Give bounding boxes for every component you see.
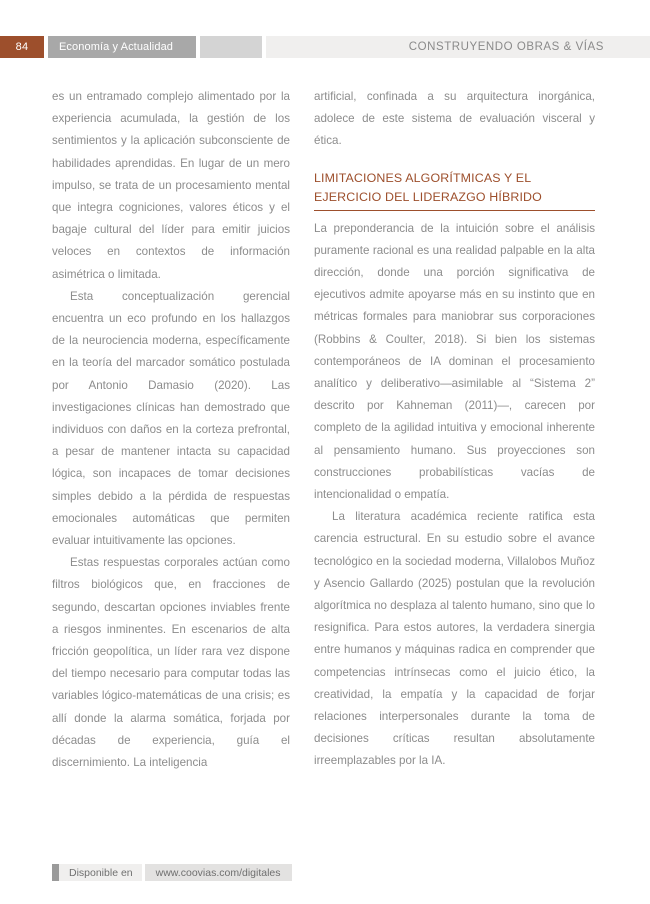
right-column <box>314 86 595 773</box>
section-heading <box>314 153 595 211</box>
paragraph: Estas respuestas corporales actúan como filtros biológicos que, en fracciones de segundo, descartan opciones inviables frente a riesgos inminentes. En escenarios de alta fricción geopolítica, un líder rara vez dispone del tiempo necesario para computar todas las variables lógico-matemáticas de una crisis; es allí donde la alarma somática, forjada por décadas de experiencia, guía el discernimiento. La inteligencia <box>52 556 290 770</box>
header-filler-block <box>200 36 262 58</box>
left-column <box>52 86 290 774</box>
header-publication-band <box>266 36 650 58</box>
paragraph: es un entramado complejo alimentado por la experiencia acumulada, la gestión de los sentimientos y la aplicación subconsciente de habilidades aprendidas. En lugar de un mero impulso, se trata de un procesamiento mental que integra cogniciones, valores éticos y el bagaje cultural del líder para emitir juicios veloces en contextos de información asimétrica o limitada. <box>52 90 290 281</box>
paragraph: Esta conceptualización gerencial encuentra un eco profundo en los hallazgos de la neurociencia moderna, específicamente en la teoría del marcador somático postulada por Antonio Damasio (2020). Las investigaciones clínicas han demostrado que individuos con daños en la corteza prefrontal, a pesar de mantener intacta su capacidad lógica, son incapaces de tomar decisiones simples debido a la pérdida de respuestas emocionales automáticas que permiten evaluar intuitivamente las opciones. <box>52 289 290 548</box>
footer-marker-icon <box>52 864 59 881</box>
paragraph: La literatura académica reciente ratifica esta carencia estructural. En su estudio sobre el avance tecnológico en la sociedad moderna, Villalobos Muñoz y Asencio Gallardo (2025) postulan que la revolución algorítmica no desplaza al talento humano, sino que lo resignifica. Para estos autores, la verdadera sinergia entre humanos y máquinas radica en comprender que competencias intrínsecas como el juicio ético, la creatividad, la empatía y la capacidad de forjar relaciones interpersonales durante la toma de decisiones críticas resultan absolutamente irreemplazables por la IA. <box>314 510 595 768</box>
section-heading-line-2: EJERCICIO DEL LIDERAZGO HÍBRIDO <box>314 189 542 204</box>
page-footer <box>52 864 292 881</box>
page-header <box>0 36 650 58</box>
page-number-badge: 84 <box>0 36 44 58</box>
paragraph: La preponderancia de la intuición sobre el análisis puramente racional es una realidad palpable en la alta dirección, donde una porción significativa de ejecutivos admite apoyarse más en su instinto que en métricas formales para maniobrar sus corporaciones (Robbins & Coulter, 2018). Si bien los sistemas contemporáneos de IA dominan el procesamiento analítico y deliberativo—asimilable al “Sistema 2” descrito por Kahneman (2011)—, carecen por completo de la agilidad intuitiva y emocional inherente al pensamiento humano. Sus proyecciones son construcciones probabilísticas vacías de intencionalidad o empatía. <box>314 221 595 502</box>
publication-title: CONSTRUYENDO OBRAS & VÍAS <box>408 41 604 53</box>
footer-url[interactable]: www.coovias.com/digitales <box>145 864 292 881</box>
paragraph: artificial, confinada a su arquitectura inorgánica, adolece de este sistema de evaluación visceral y ética. <box>314 90 595 148</box>
header-section-label: Economía y Actualidad <box>48 36 196 58</box>
footer-availability-label: Disponible en <box>59 864 142 881</box>
section-heading-line-1: LIMITACIONES ALGORÍTMICAS Y EL <box>314 170 532 185</box>
